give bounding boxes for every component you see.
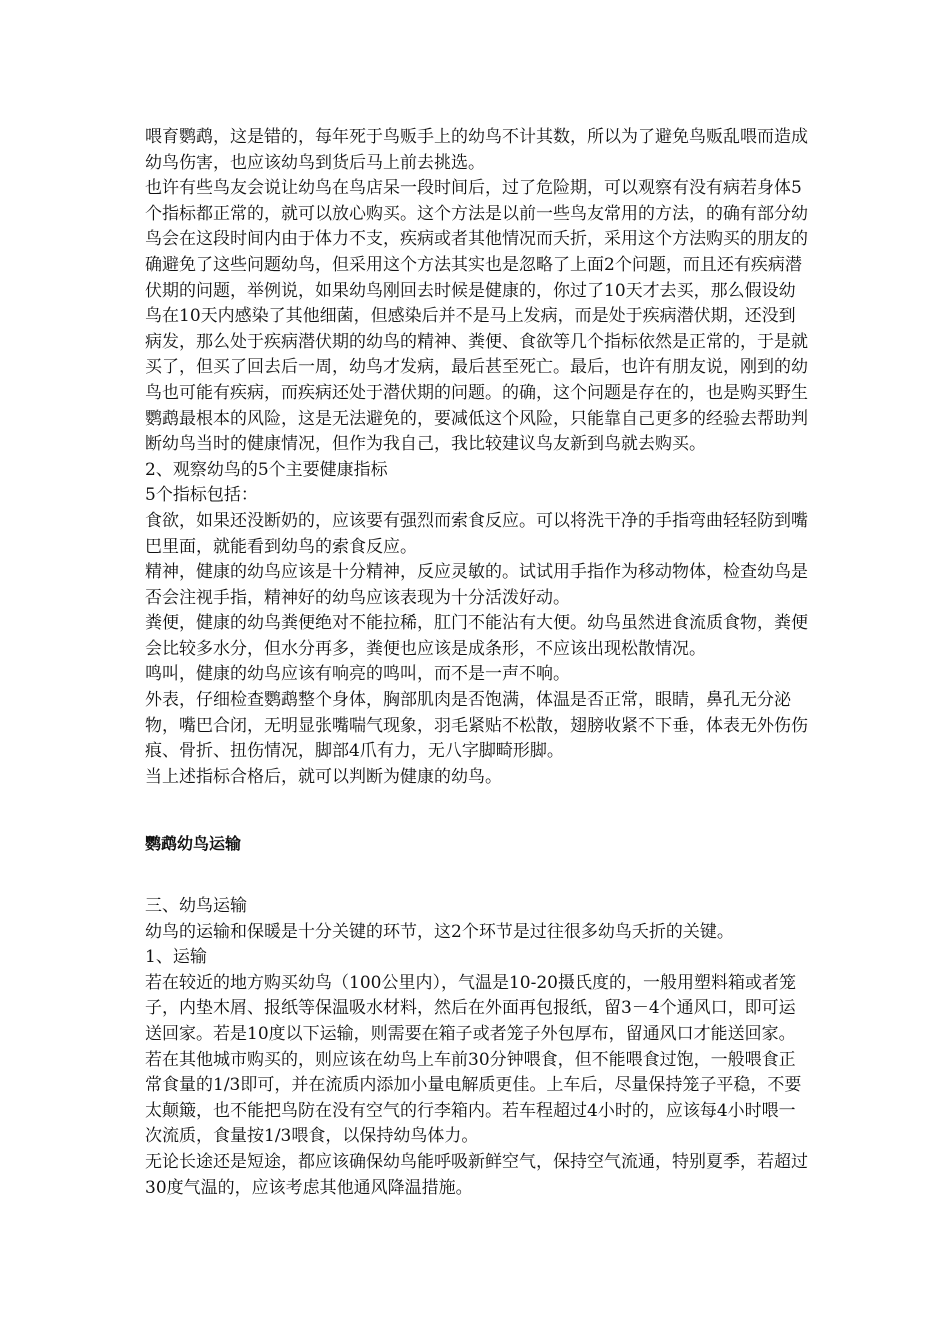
document-body (145, 125, 810, 1201)
paragraph: 5个指标包括： (145, 485, 258, 506)
paragraph: 喂育鹦鹉，这是错的，每年死于鸟贩手上的幼鸟不计其数，所以为了避免鸟贩乱喂而造成幼鸟伤害，也应该幼鸟到货后马上前去挑选。 (145, 127, 808, 173)
paragraph: 幼鸟的运输和保暖是十分关键的环节，这2个环节是过往很多幼鸟夭折的关键。 (145, 921, 734, 942)
paragraph: 外表，仔细检查鹦鹉整个身体，胸部肌肉是否饱满，体温是否正常，眼睛，鼻孔无分泌物，嘴巴合闭，无明显张嘴喘气现象，羽毛紧贴不松散，翅膀收紧不下垂，体表无外伤伤痕、骨折、扭伤情况，脚部4爪有力，无八字脚畸形脚。 (145, 690, 808, 762)
paragraph: 粪便，健康的幼鸟粪便绝对不能拉稀，肛门不能沾有大便。幼鸟虽然进食流质食物，粪便会比较多水分，但水分再多，粪便也应该是成条形，不应该出现松散情况。 (145, 613, 808, 659)
paragraph: 三、幼鸟运输 (145, 896, 247, 917)
paragraph: 若在较近的地方购买幼鸟（100公里内），气温是10-20摄氏度的，一般用塑料箱或者笼子，内垫木屑、报纸等保温吸水材料，然后在外面再包报纸，留3－4个通风口，即可运送回家。若是10度以下运输，则需要在箱子或者笼子外包厚布，留通风口才能送回家。 (145, 972, 796, 1044)
paragraph: 精神，健康的幼鸟应该是十分精神，反应灵敏的。试试用手指作为移动物体，检查幼鸟是否会注视手指，精神好的幼鸟应该表现为十分活泼好动。 (145, 562, 808, 608)
paragraph: 无论长途还是短途，都应该确保幼鸟能呼吸新鲜空气，保持空气流通，特别夏季，若超过30度气温的，应该考虑其他通风降温措施。 (145, 1151, 808, 1198)
paragraph: 1、运输 (145, 947, 207, 968)
paragraph: 若在其他城市购买的，则应该在幼鸟上车前30分钟喂食，但不能喂食过饱，一般喂食正常食量的1/3即可，并在流质内添加小量电解质更佳。上车后，尽量保持笼子平稳，不要太颠簸，也不能把鸟防在没有空气的行李箱内。若车程超过4小时的，应该每4小时喂一次流质，食量按1/3喂食，以保持幼鸟体力。 (145, 1049, 802, 1147)
paragraph: 也许有些鸟友会说让幼鸟在鸟店呆一段时间后，过了危险期，可以观察有没有病若身体5个指标都正常的，就可以放心购买。这个方法是以前一些鸟友常用的方法，的确有部分幼鸟会在这段时间内由于体力不支，疾病或者其他情况而夭折，采用这个方法购买的朋友的确避免了这些问题幼鸟，但采用这个方法其实也是忽略了上面2个问题，而且还有疾病潜伏期的问题，举例说，如果幼鸟刚回去时候是健康的，你过了10天才去买，那么假设幼鸟在10天内感染了其他细菌，但感染后并不是马上发病，而是处于疾病潜伏期，还没到病发，那么处于疾病潜伏期的幼鸟的精神、粪便、食欲等几个指标依然是正常的，于是就买了，但买了回去后一周，幼鸟才发病，最后甚至死亡。最后，也许有朋友说，刚到的幼鸟也可能有疾病，而疾病还处于潜伏期的问题。的确，这个问题是存在的，也是购买野生鹦鹉最根本的风险，这是无法避免的，要减低这个风险，只能靠自己更多的经验去帮助判断幼鸟当时的健康情况，但作为我自己，我比较建议鸟友新到鸟就去购买。 (145, 178, 808, 455)
section-heading: 鹦鹉幼鸟运输 (145, 834, 242, 854)
paragraph: 食欲，如果还没断奶的，应该要有强烈而索食反应。可以将洗干净的手指弯曲轻轻防到嘴巴里面，就能看到幼鸟的索食反应。 (145, 510, 808, 557)
paragraph: 2、观察幼鸟的5个主要健康指标 (145, 459, 388, 480)
paragraph: 鸣叫，健康的幼鸟应该有响亮的鸣叫，而不是一声不响。 (145, 664, 570, 685)
paragraph: 当上述指标合格后，就可以判断为健康的幼鸟。 (145, 766, 502, 787)
